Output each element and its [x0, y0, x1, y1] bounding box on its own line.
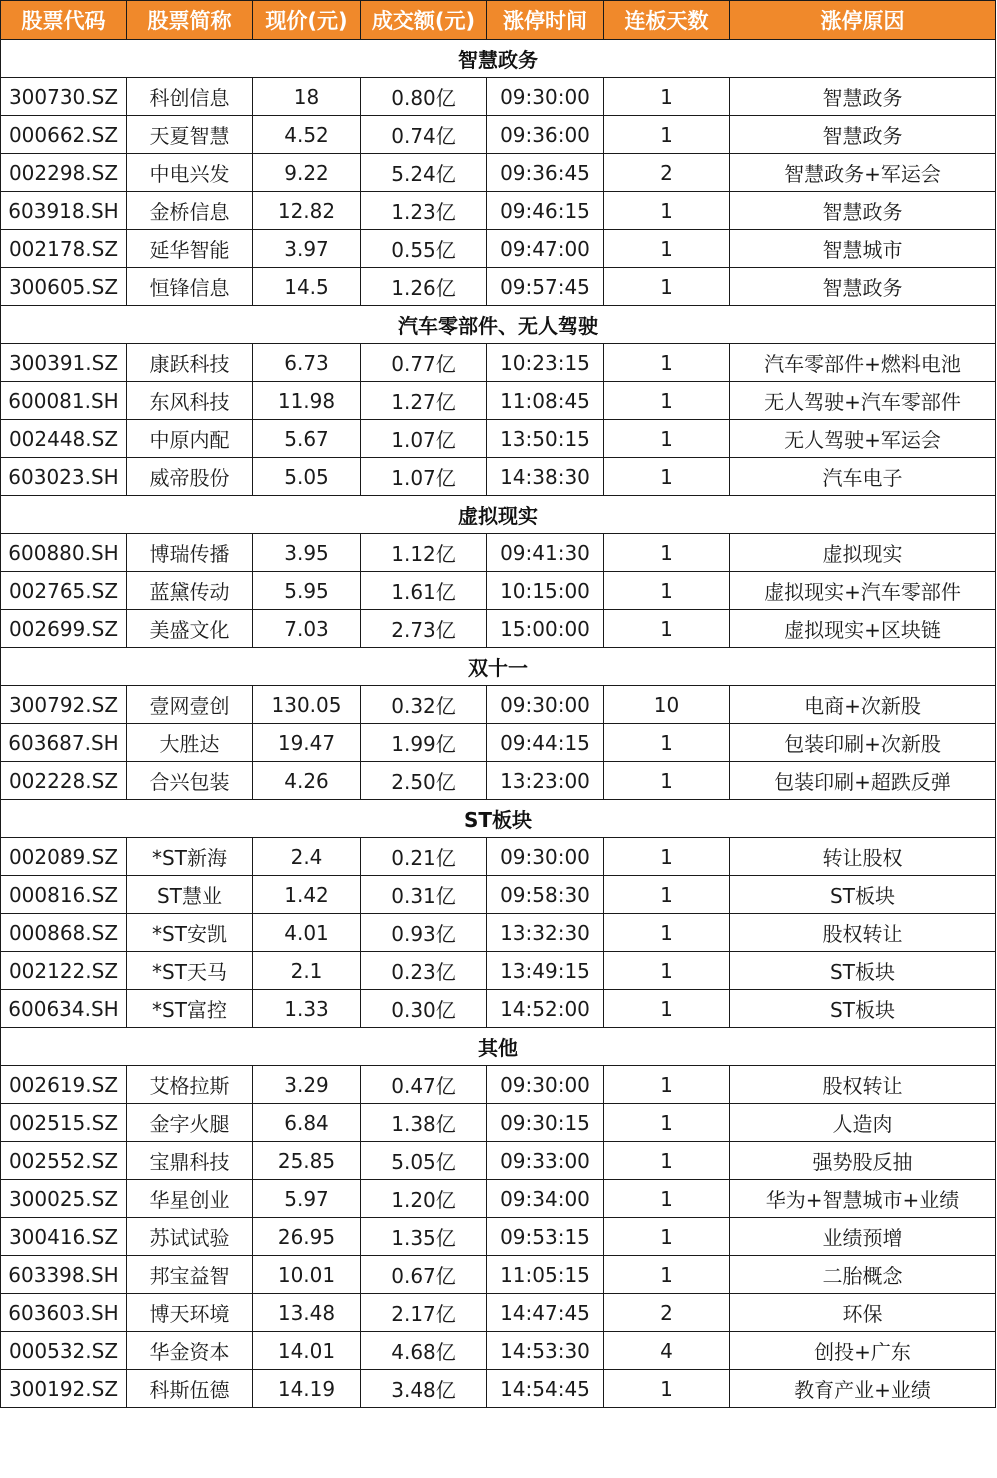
turnover: 1.61亿: [361, 572, 487, 610]
stock-name: 延华智能: [127, 230, 253, 268]
table-row: [1, 1104, 996, 1142]
consecutive-days: 1: [604, 458, 730, 496]
stock-name: 博瑞传播: [127, 534, 253, 572]
stock-name: 科斯伍德: [127, 1370, 253, 1408]
current-price: 130.05: [253, 686, 361, 724]
current-price: 18: [253, 78, 361, 116]
stock-name: *ST富控: [127, 990, 253, 1028]
stock-code: 002228.SZ: [1, 762, 127, 800]
consecutive-days: 1: [604, 724, 730, 762]
turnover: 5.05亿: [361, 1142, 487, 1180]
limit-up-reason: 虚拟现实+区块链: [730, 610, 996, 648]
limit-up-reason: 虚拟现实+汽车零部件: [730, 572, 996, 610]
limit-up-reason: 虚拟现实: [730, 534, 996, 572]
limit-up-time: 15:00:00: [487, 610, 604, 648]
stock-code: 300192.SZ: [1, 1370, 127, 1408]
limit-up-time: 09:41:30: [487, 534, 604, 572]
current-price: 14.01: [253, 1332, 361, 1370]
limit-up-reason: ST板块: [730, 876, 996, 914]
turnover: 2.50亿: [361, 762, 487, 800]
current-price: 5.05: [253, 458, 361, 496]
column-header-reason: 涨停原因: [730, 1, 996, 40]
stock-code: 603023.SH: [1, 458, 127, 496]
table-row: [1, 268, 996, 306]
current-price: 14.5: [253, 268, 361, 306]
turnover: 1.20亿: [361, 1180, 487, 1218]
stock-code: 600081.SH: [1, 382, 127, 420]
table-row: [1, 420, 996, 458]
turnover: 4.68亿: [361, 1332, 487, 1370]
column-header-limit-time: 涨停时间: [487, 1, 604, 40]
stock-name: 蓝黛传动: [127, 572, 253, 610]
turnover: 0.67亿: [361, 1256, 487, 1294]
turnover: 1.35亿: [361, 1218, 487, 1256]
current-price: 5.95: [253, 572, 361, 610]
limit-up-time: 09:46:15: [487, 192, 604, 230]
turnover: 0.77亿: [361, 344, 487, 382]
column-header-board-days: 连板天数: [604, 1, 730, 40]
current-price: 11.98: [253, 382, 361, 420]
group-header-row: [1, 1028, 996, 1066]
table-row: [1, 192, 996, 230]
stock-code: 300025.SZ: [1, 1180, 127, 1218]
stock-code: 603918.SH: [1, 192, 127, 230]
turnover: 0.30亿: [361, 990, 487, 1028]
stock-name: 大胜达: [127, 724, 253, 762]
current-price: 4.26: [253, 762, 361, 800]
turnover: 2.73亿: [361, 610, 487, 648]
table-row: [1, 572, 996, 610]
turnover: 0.21亿: [361, 838, 487, 876]
limit-up-reason: 智慧政务: [730, 192, 996, 230]
stock-code: 603603.SH: [1, 1294, 127, 1332]
consecutive-days: 1: [604, 1218, 730, 1256]
turnover: 1.23亿: [361, 192, 487, 230]
consecutive-days: 1: [604, 116, 730, 154]
table-row: [1, 1142, 996, 1180]
consecutive-days: 1: [604, 1066, 730, 1104]
limit-up-reason: 无人驾驶+汽车零部件: [730, 382, 996, 420]
turnover: 0.55亿: [361, 230, 487, 268]
limit-up-time: 09:57:45: [487, 268, 604, 306]
turnover: 1.26亿: [361, 268, 487, 306]
stock-name: *ST天马: [127, 952, 253, 990]
turnover: 2.17亿: [361, 1294, 487, 1332]
limit-up-reason: 智慧政务: [730, 268, 996, 306]
table-row: [1, 610, 996, 648]
consecutive-days: 1: [604, 344, 730, 382]
limit-up-time: 14:52:00: [487, 990, 604, 1028]
table-row: [1, 1294, 996, 1332]
consecutive-days: 1: [604, 762, 730, 800]
limit-up-reason: 华为+智慧城市+业绩: [730, 1180, 996, 1218]
table-row: [1, 1370, 996, 1408]
stock-code: 002765.SZ: [1, 572, 127, 610]
limit-up-reason: 无人驾驶+军运会: [730, 420, 996, 458]
current-price: 3.29: [253, 1066, 361, 1104]
limit-up-time: 09:47:00: [487, 230, 604, 268]
consecutive-days: 1: [604, 382, 730, 420]
limit-up-reason: 二胎概念: [730, 1256, 996, 1294]
column-header-turnover: 成交额(元): [361, 1, 487, 40]
stock-name: 中原内配: [127, 420, 253, 458]
limit-up-time: 14:47:45: [487, 1294, 604, 1332]
limit-up-time: 14:53:30: [487, 1332, 604, 1370]
limit-up-time: 09:30:00: [487, 1066, 604, 1104]
stock-name: 苏试试验: [127, 1218, 253, 1256]
consecutive-days: 1: [604, 268, 730, 306]
group-header-row: [1, 648, 996, 686]
consecutive-days: 1: [604, 1180, 730, 1218]
current-price: 5.67: [253, 420, 361, 458]
current-price: 7.03: [253, 610, 361, 648]
stock-name: 博天环境: [127, 1294, 253, 1332]
stock-name: 科创信息: [127, 78, 253, 116]
limit-up-reason: 转让股权: [730, 838, 996, 876]
table-body: [1, 40, 996, 1408]
consecutive-days: 2: [604, 154, 730, 192]
table-row: [1, 382, 996, 420]
consecutive-days: 1: [604, 1104, 730, 1142]
consecutive-days: 1: [604, 914, 730, 952]
table-row: [1, 116, 996, 154]
limit-up-reason: 环保: [730, 1294, 996, 1332]
turnover: 0.47亿: [361, 1066, 487, 1104]
consecutive-days: 1: [604, 876, 730, 914]
limit-up-reason: 包装印刷+次新股: [730, 724, 996, 762]
consecutive-days: 1: [604, 990, 730, 1028]
stock-name: 中电兴发: [127, 154, 253, 192]
turnover: 0.80亿: [361, 78, 487, 116]
stock-code: 600634.SH: [1, 990, 127, 1028]
stock-code: 603687.SH: [1, 724, 127, 762]
table-row: [1, 762, 996, 800]
consecutive-days: 1: [604, 952, 730, 990]
consecutive-days: 1: [604, 78, 730, 116]
limit-up-reason: 智慧政务: [730, 116, 996, 154]
limit-up-time: 14:54:45: [487, 1370, 604, 1408]
current-price: 14.19: [253, 1370, 361, 1408]
table-row: [1, 1218, 996, 1256]
table-row: [1, 724, 996, 762]
consecutive-days: 2: [604, 1294, 730, 1332]
group-header-row: [1, 306, 996, 344]
stock-name: 金桥信息: [127, 192, 253, 230]
stock-code: 000532.SZ: [1, 1332, 127, 1370]
current-price: 26.95: [253, 1218, 361, 1256]
turnover: 1.07亿: [361, 458, 487, 496]
limit-up-time: 09:36:45: [487, 154, 604, 192]
table-row: [1, 914, 996, 952]
turnover: 1.12亿: [361, 534, 487, 572]
consecutive-days: 1: [604, 534, 730, 572]
current-price: 5.97: [253, 1180, 361, 1218]
stock-code: 603398.SH: [1, 1256, 127, 1294]
limit-up-reason: 智慧政务: [730, 78, 996, 116]
limit-up-reason: 业绩预增: [730, 1218, 996, 1256]
stock-code: 000662.SZ: [1, 116, 127, 154]
table-row: [1, 534, 996, 572]
stock-name: ST慧业: [127, 876, 253, 914]
current-price: 13.48: [253, 1294, 361, 1332]
stock-name: 宝鼎科技: [127, 1142, 253, 1180]
consecutive-days: 1: [604, 610, 730, 648]
limit-up-time: 14:38:30: [487, 458, 604, 496]
stock-name: 康跃科技: [127, 344, 253, 382]
limit-up-time: 13:32:30: [487, 914, 604, 952]
group-title: 双十一: [1, 648, 996, 686]
turnover: 1.07亿: [361, 420, 487, 458]
stock-name: 金字火腿: [127, 1104, 253, 1142]
limit-up-time: 09:44:15: [487, 724, 604, 762]
table-row: [1, 876, 996, 914]
limit-up-time: 09:30:15: [487, 1104, 604, 1142]
turnover: 1.27亿: [361, 382, 487, 420]
current-price: 4.01: [253, 914, 361, 952]
stock-name: 邦宝益智: [127, 1256, 253, 1294]
limit-up-reason: 强势股反抽: [730, 1142, 996, 1180]
limit-up-time: 09:36:00: [487, 116, 604, 154]
consecutive-days: 1: [604, 420, 730, 458]
header-row: [1, 1, 996, 40]
limit-up-time: 10:23:15: [487, 344, 604, 382]
turnover: 0.31亿: [361, 876, 487, 914]
current-price: 2.4: [253, 838, 361, 876]
limit-up-reason: 教育产业+业绩: [730, 1370, 996, 1408]
limit-up-reason: 股权转让: [730, 914, 996, 952]
turnover: 3.48亿: [361, 1370, 487, 1408]
stock-name: 壹网壹创: [127, 686, 253, 724]
current-price: 4.52: [253, 116, 361, 154]
limit-up-time: 09:53:15: [487, 1218, 604, 1256]
stock-name: *ST安凯: [127, 914, 253, 952]
table-row: [1, 230, 996, 268]
stock-code: 002699.SZ: [1, 610, 127, 648]
consecutive-days: 1: [604, 1142, 730, 1180]
current-price: 6.73: [253, 344, 361, 382]
stock-code: 002178.SZ: [1, 230, 127, 268]
group-header-row: [1, 496, 996, 534]
consecutive-days: 1: [604, 572, 730, 610]
consecutive-days: 1: [604, 192, 730, 230]
limit-up-time: 09:30:00: [487, 686, 604, 724]
stock-code: 000816.SZ: [1, 876, 127, 914]
current-price: 1.33: [253, 990, 361, 1028]
table-row: [1, 1180, 996, 1218]
limit-up-reason: 汽车零部件+燃料电池: [730, 344, 996, 382]
limit-up-time: 13:49:15: [487, 952, 604, 990]
current-price: 9.22: [253, 154, 361, 192]
stock-name: 合兴包装: [127, 762, 253, 800]
stock-code: 002089.SZ: [1, 838, 127, 876]
consecutive-days: 10: [604, 686, 730, 724]
limit-up-reason: 股权转让: [730, 1066, 996, 1104]
table-header: [1, 1, 996, 40]
current-price: 10.01: [253, 1256, 361, 1294]
current-price: 19.47: [253, 724, 361, 762]
group-title: 其他: [1, 1028, 996, 1066]
stock-name: *ST新海: [127, 838, 253, 876]
group-title: 智慧政务: [1, 40, 996, 78]
stock-name: 华星创业: [127, 1180, 253, 1218]
table-row: [1, 1256, 996, 1294]
consecutive-days: 1: [604, 1370, 730, 1408]
turnover: 0.74亿: [361, 116, 487, 154]
limit-up-reason: 智慧政务+军运会: [730, 154, 996, 192]
stock-code: 300416.SZ: [1, 1218, 127, 1256]
stock-name: 威帝股份: [127, 458, 253, 496]
table-row: [1, 686, 996, 724]
group-header-row: [1, 40, 996, 78]
turnover: 0.93亿: [361, 914, 487, 952]
stock-code: 002552.SZ: [1, 1142, 127, 1180]
limit-up-time: 09:34:00: [487, 1180, 604, 1218]
group-title: ST板块: [1, 800, 996, 838]
current-price: 25.85: [253, 1142, 361, 1180]
limit-up-reason: 智慧城市: [730, 230, 996, 268]
stock-code: 002298.SZ: [1, 154, 127, 192]
group-title: 汽车零部件、无人驾驶: [1, 306, 996, 344]
group-header-row: [1, 800, 996, 838]
limit-up-reason: ST板块: [730, 952, 996, 990]
consecutive-days: 1: [604, 230, 730, 268]
table-row: [1, 1066, 996, 1104]
stock-code: 000868.SZ: [1, 914, 127, 952]
limit-up-reason: 包装印刷+超跌反弹: [730, 762, 996, 800]
table-row: [1, 78, 996, 116]
limit-up-time: 09:30:00: [487, 838, 604, 876]
table-row: [1, 154, 996, 192]
stock-code: 300730.SZ: [1, 78, 127, 116]
table-row: [1, 838, 996, 876]
limit-up-time: 11:08:45: [487, 382, 604, 420]
limit-up-time: 09:58:30: [487, 876, 604, 914]
stock-code: 300605.SZ: [1, 268, 127, 306]
current-price: 3.97: [253, 230, 361, 268]
limit-up-time: 13:23:00: [487, 762, 604, 800]
current-price: 6.84: [253, 1104, 361, 1142]
limit-up-reason: 电商+次新股: [730, 686, 996, 724]
column-header-name: 股票简称: [127, 1, 253, 40]
stock-name: 美盛文化: [127, 610, 253, 648]
limit-up-time: 10:15:00: [487, 572, 604, 610]
turnover: 1.38亿: [361, 1104, 487, 1142]
turnover: 0.23亿: [361, 952, 487, 990]
consecutive-days: 1: [604, 1256, 730, 1294]
limit-up-time: 09:33:00: [487, 1142, 604, 1180]
current-price: 3.95: [253, 534, 361, 572]
limit-up-time: 11:05:15: [487, 1256, 604, 1294]
turnover: 0.32亿: [361, 686, 487, 724]
limit-up-reason: 人造肉: [730, 1104, 996, 1142]
table-row: [1, 344, 996, 382]
limit-up-reason: ST板块: [730, 990, 996, 1028]
column-header-code: 股票代码: [1, 1, 127, 40]
stock-name: 华金资本: [127, 1332, 253, 1370]
consecutive-days: 4: [604, 1332, 730, 1370]
turnover: 1.99亿: [361, 724, 487, 762]
stock-code: 300792.SZ: [1, 686, 127, 724]
table-row: [1, 1332, 996, 1370]
limit-up-reason: 创投+广东: [730, 1332, 996, 1370]
consecutive-days: 1: [604, 838, 730, 876]
stock-code: 002122.SZ: [1, 952, 127, 990]
stock-name: 艾格拉斯: [127, 1066, 253, 1104]
table-row: [1, 952, 996, 990]
group-title: 虚拟现实: [1, 496, 996, 534]
stock-code: 600880.SH: [1, 534, 127, 572]
stock-name: 东风科技: [127, 382, 253, 420]
stock-code: 002619.SZ: [1, 1066, 127, 1104]
limit-up-time: 09:30:00: [487, 78, 604, 116]
turnover: 5.24亿: [361, 154, 487, 192]
stock-name: 天夏智慧: [127, 116, 253, 154]
table-row: [1, 990, 996, 1028]
limit-up-reason: 汽车电子: [730, 458, 996, 496]
table-row: [1, 458, 996, 496]
stock-code: 002515.SZ: [1, 1104, 127, 1142]
current-price: 2.1: [253, 952, 361, 990]
column-header-price: 现价(元): [253, 1, 361, 40]
current-price: 12.82: [253, 192, 361, 230]
stock-code: 002448.SZ: [1, 420, 127, 458]
stock-name: 恒锋信息: [127, 268, 253, 306]
current-price: 1.42: [253, 876, 361, 914]
stock-code: 300391.SZ: [1, 344, 127, 382]
limit-up-time: 13:50:15: [487, 420, 604, 458]
